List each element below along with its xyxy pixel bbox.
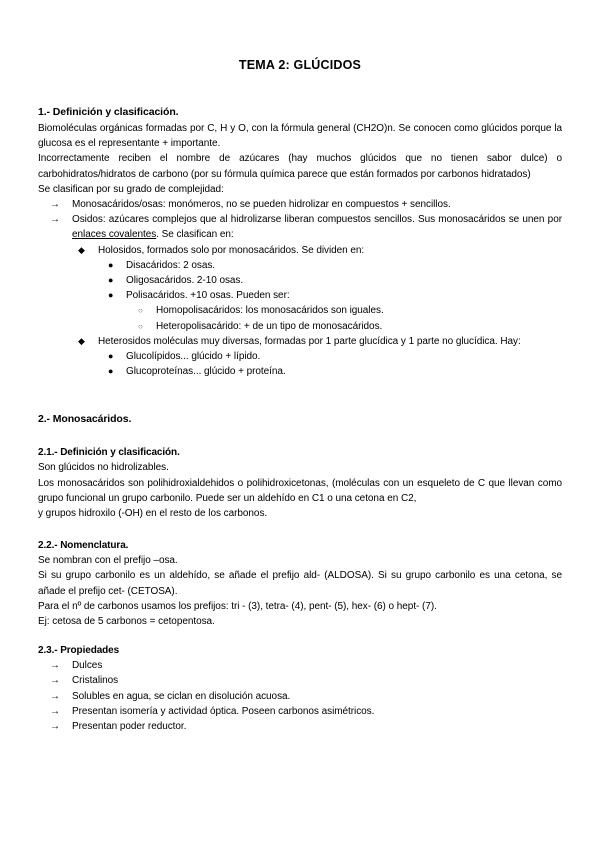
disc-bullet-icon: ●	[108, 259, 114, 270]
subsection-heading-2-2: 2.2.- Nomenclatura.	[38, 540, 129, 552]
list-item-label: Heteropolisacárido: + de un tipo de monosacáridos.	[156, 320, 383, 332]
list-item-oligosacaridos	[106, 273, 562, 288]
list-item-label: Glucolípidos... glúcido + lípido.	[126, 351, 261, 363]
disc-bullet-icon: ●	[108, 275, 114, 286]
list-item-label: Cristalinos	[72, 675, 119, 687]
list-item-label: Polisacáridos. +10 osas. Pueden ser:	[126, 290, 290, 302]
list-item-glucolipidos	[106, 349, 562, 364]
list-heterosidos	[38, 334, 562, 349]
list-item-poder-reductor	[46, 719, 562, 734]
page-title: TEMA 2: GLÚCIDOS	[238, 58, 362, 72]
osidos-text-after: . Se clasifican en:	[156, 229, 234, 241]
osidos-text-before: Osidos: azúcares complejos que al hidrolizarse liberan compuestos sencillos. Sus monosacáridos se unen por	[72, 214, 562, 226]
disc-bullet-icon: ●	[108, 366, 114, 377]
list-holosidos	[38, 243, 562, 258]
subsection-heading-2-3: 2.3.- Propiedades	[38, 645, 120, 657]
list-item-osidos	[46, 212, 562, 242]
arrow-bullet-icon: →	[50, 675, 60, 687]
list-item-solubles	[46, 689, 562, 704]
paragraph-2-1-2: Los monosacáridos son polihidroxialdehidos o polihidroxicetonas, (moléculas con un esqueleto de C que llevan como grupo funcional un grupo carbonilo. Puede ser un aldehído en C1 o una cetona en C2,	[38, 477, 562, 504]
paragraph-definicion-2: Incorrectamente reciben el nombre de azúcares (hay muchos glúcidos que no tienen sabor dulce) o carbohidratos/hidratos de carbono (por su fórmula química parece que están formados por carbonos hidratados)	[38, 153, 562, 180]
paragraph-definicion-1: Biomoléculas orgánicas formadas por C, H y O, con la fórmula general (CH2O)n. Se conocen como glúcidos porque la glucosa es el representante + importante.	[38, 123, 562, 150]
arrow-bullet-icon: →	[50, 660, 60, 672]
list-item-homopolisacaridos	[136, 303, 562, 318]
list-item-glucoproteinas	[106, 364, 562, 379]
list-item-monosacaridos	[46, 197, 562, 212]
disc-bullet-icon: ●	[108, 290, 114, 301]
paragraph-2-1-3: y grupos hidroxilo (-OH) en el resto de los carbonos.	[38, 508, 268, 520]
section-heading-2: 2.- Monosacáridos.	[38, 413, 132, 426]
section-heading-1: 1.- Definición y clasificación.	[38, 106, 179, 118]
list-item-holosidos	[76, 243, 562, 258]
paragraph-2-2-2: Si su grupo carbonilo es un aldehído, se añade el prefijo ald- (ALDOSA). Si su grupo carbonilo es una cetona, se añade el prefijo cet- (CETOSA).	[38, 570, 562, 597]
list-item-dulces	[46, 658, 562, 673]
list-item-label: Holosidos, formados solo por monosacáridos. Se dividen en:	[98, 244, 365, 256]
diamond-bullet-icon: ◆	[78, 335, 85, 346]
circle-bullet-icon: ○	[138, 321, 143, 331]
list-item-label: Presentan isomería y actividad óptica. Poseen carbonos asimétricos.	[72, 705, 375, 717]
paragraph-2-2-4: Ej: cetosa de 5 carbonos = cetopentosa.	[38, 616, 215, 628]
list-item-label: Homopolisacáridos: los monosacáridos son iguales.	[156, 305, 384, 317]
subsection-heading-2-1: 2.1.- Definición y clasificación.	[38, 447, 180, 459]
arrow-bullet-icon: →	[50, 690, 60, 702]
list-item-cristalinos	[46, 673, 562, 688]
disc-bullet-icon: ●	[108, 351, 114, 362]
list-item-label: Monosacáridos/osas: monómeros, no se pueden hidrolizar en compuestos + sencillos.	[72, 199, 451, 211]
list-propiedades	[38, 658, 562, 734]
enlaces-covalentes-underlined: enlaces covalentes	[72, 229, 157, 241]
list-item-label: Disacáridos: 2 osas.	[126, 259, 216, 271]
paragraph-2-1-1: Son glúcidos no hidrolizables.	[38, 462, 169, 474]
list-item-label: Dulces	[72, 660, 103, 672]
list-polisacaridos-subtipos	[38, 303, 562, 333]
paragraph-definicion-3: Se clasifican por su grado de complejidad:	[38, 183, 224, 195]
list-item-heteropolisacarido	[136, 319, 562, 334]
arrow-bullet-icon: →	[50, 721, 60, 733]
list-item-label: Oligosacáridos. 2-10 osas.	[126, 275, 244, 287]
list-item-heterosidos	[76, 334, 562, 349]
diamond-bullet-icon: ◆	[78, 244, 85, 255]
list-heterosidos-tipos	[38, 349, 562, 379]
list-item-label: Presentan poder reductor.	[72, 721, 187, 733]
list-clasificacion-nivel1	[38, 197, 562, 243]
list-item-label: Glucoproteínas... glúcido + proteína.	[126, 366, 286, 378]
arrow-bullet-icon: →	[50, 199, 60, 211]
list-holosidos-tipos	[38, 258, 562, 304]
list-item-polisacaridos	[106, 288, 562, 303]
list-item-label: Solubles en agua, se ciclan en disolución acuosa.	[72, 690, 291, 702]
paragraph-2-2-1: Se nombran con el prefijo –osa.	[38, 555, 178, 567]
list-item-label	[72, 212, 562, 242]
list-item-label: Heterosidos moléculas muy diversas, formadas por 1 parte glucídica y 1 parte no glucídica. Hay:	[98, 335, 521, 347]
list-item-isomeria	[46, 704, 562, 719]
circle-bullet-icon: ○	[138, 306, 143, 316]
arrow-bullet-icon: →	[50, 214, 60, 226]
arrow-bullet-icon: →	[50, 705, 60, 717]
list-item-disacaridos	[106, 258, 562, 273]
paragraph-2-2-3: Para el nº de carbonos usamos los prefijos: tri - (3), tetra- (4), pent- (5), hex- (6) o hept- (7).	[38, 600, 437, 612]
